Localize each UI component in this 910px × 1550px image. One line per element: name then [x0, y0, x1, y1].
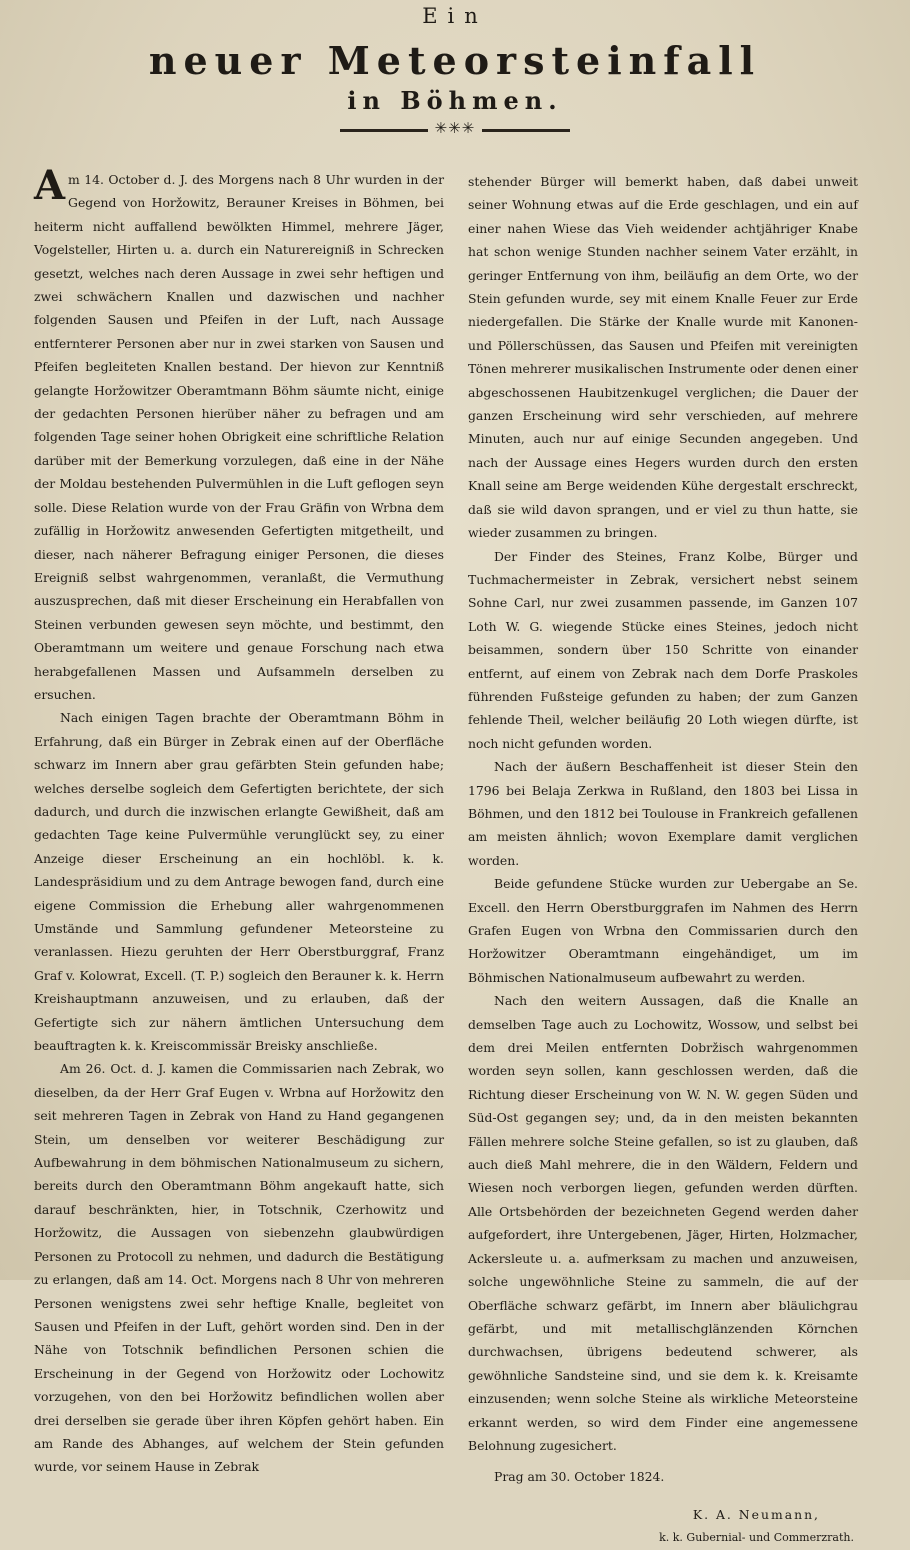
paragraph-6: Beide gefundene Stücke wurden zur Uebergabe an Se. Excell. den Herrn Oberstburggrafen im Nahmen des Herrn Grafen Eugen von Wrbna den Commissarien durch den Horžowitzer Oberamtmann eingehändiget, um im Böhmischen Nationalmuseum aufbewahrt zu werden. — [468, 876, 858, 985]
document-date: Prag am 30. October 1824. — [494, 1469, 665, 1485]
title-line-1: Ein — [422, 4, 488, 28]
drop-cap: A — [34, 162, 66, 209]
ornament-rule-left — [340, 129, 428, 132]
signature-name: K. A. Neumann, — [692, 1506, 820, 1522]
signature-block — [468, 1503, 858, 1550]
title-line-3: in Böhmen. — [347, 86, 563, 115]
paragraph-5: Nach der äußern Beschaffenheit ist dieser Stein den 1796 bei Belaja Zerkwa in Rußland, den 1803 bei Lissa in Böhmen, und den 1812 bei Toulouse in Frankreich gefallenen am meisten ähnlich; wovon Exemplare damit verglichen worden. — [468, 759, 858, 868]
title-ornament — [340, 120, 570, 140]
signature-title: k. k. Gubernial- und Commerzrath. — [659, 1531, 854, 1545]
paragraph-1-text: m 14. October d. J. des Morgens nach 8 Uhr wurden in der Gegend von Horžowitz, Berauner Kreises in Böhmen, bei heiterm nicht auffallend bewölkten Himmel, mehrere Jäger, Vogelsteller, Hirten u. a. durch ein Naturereigniß in Schrecken gesetzt, welches nach deren Aussage in zwei sehr heftigen und zwei schwächern Knallen und dazwischen und nachher folgenden Sausen und Pfeifen in der Luft, nach Aussage entfernterer Personen aber nur in zwei starken von Sausen und Pfeifen begleiteten Knallen bestand. Der hievon zur Kenntniß gelangte Horžowitzer Oberamtmann Böhm säumte nicht, einige der gedachten Personen hierüber näher zu befragen und am folgenden Tage seiner hohen Obrigkeit eine schriftliche Relation darüber mit der Bemerkung vorzulegen, daß eine in der Nähe der Moldau bestehenden Pulvermühlen in die Luft geflogen seyn solle. Diese Relation wurde von der Frau Gräfin von Wrbna dem zufällig in Horžowitz anwesenden Gefertigten mitgetheilt, und dieser, nach näherer Befragung einiger Personen, die dieses Ereigniß selbst wahrgenommen, veranlaßt, die Vermuthung auszusprechen, daß mit dieser Erscheinung ein Herabfallen von Steinen verbunden gewesen seyn möchte, und bestimmt, den Oberamtmann um weitere und genaue Forschung nach etwa herabgefallenen Massen und Aufsammeln derselben zu ersuchen. — [34, 172, 444, 702]
right-column — [468, 170, 858, 1545]
paragraph-2: Nach einigen Tagen brachte der Oberamtmann Böhm in Erfahrung, daß ein Bürger in Zebrak einen auf der Oberfläche schwarz im Innern aber grau gefärbten Stein gefunden habe; welches derselbe sogleich dem Gefertigten berichtete, der sich dadurch, und durch die inzwischen erlangte Gewißheit, daß am gedachten Tage keine Pulvermühle verunglückt sey, zu einer Anzeige dieser Erscheinung an ein hochlöbl. k. k. Landespräsidium und zu dem Antrage bewogen fand, durch eine eigene Commission die Erhebung aller wahrgenommenen Umstände und Sammlung gefundener Meteorsteine zu veranlassen. Hiezu geruhten der Herr Oberstburggraf, Franz Graf v. Kolowrat, Excell. (T. P.) sogleich den Berauner k. k. Herrn Kreishauptmann anzuweisen, und zu erlauben, daß der Gefertigte sich zur nähern ämtlichen Untersuchung dem beauftragten k. k. Kreiscommissär Breisky anschließe. — [34, 710, 444, 1054]
paragraph-7: Nach den weitern Aussagen, daß die Knalle an demselben Tage auch zu Lochowitz, Wossow, und selbst bei dem drei Meilen entfernten Dobržisch wahrgenommen worden seyn sollen, kann geschlossen werden, daß die Richtung dieser Erscheinung von W. N. W. gegen Süden und Süd-Ost gegangen sey; und, da in den meisten bekannten Fällen mehrere solche Steine gefallen, so ist zu glauben, daß auch dieß Mahl mehrere, die in den Wäldern, Feldern und Wiesen noch verborgen liegen, gefunden werden dürften. Alle Ortsbehörden der bezeichneten Gegend werden daher aufgefordert, ihre Untergebenen, Jäger, Hirten, Holzmacher, Ackersleute u. a. aufmerksam zu machen und anzuweisen, solche ungewöhnliche Steine zu sammeln, die auf der Oberfläche schwarz gefärbt, im Innern aber bläulichgrau gefärbt, und mit metallischglänzenden Körnchen durchwachsen, übrigens bedeutend schwerer, als gewöhnliche Sandsteine sind, und sie dem k. k. Kreisamte einzusenden; wenn solche Steine als wirkliche Meteorsteine erkannt werden, so wird dem Finder eine angemessene Belohnung zugesichert. — [468, 993, 858, 1453]
paragraph-3: Am 26. Oct. d. J. kamen die Commissarien nach Zebrak, wo dieselben, da der Herr Graf Eugen v. Wrbna auf Horžowitz den seit mehreren Tagen in Zebrak von Hand zu Hand gegangenen Stein, um denselben vor weiterer Beschädigung zur Aufbewahrung in dem böhmischen Nationalmuseum zu sichern, bereits durch den Oberamtmann Böhm angekauft hatte, sich darauf beschränkten, hier, in Totschnik, Czerhowitz und Horžowitz, die Aussagen von siebenzehn glaubwürdigen Personen zu Protocoll zu nehmen, und dadurch die Bestätigung zu erlangen, daß am 14. Oct. Morgens nach 8 Uhr von mehreren Personen wenigstens zwei sehr heftige Knalle, begleitet von Sausen und Pfeifen in der Luft, gehört worden sind. Den in der Nähe von Totschnik befindlichen Personen schien die Erscheinung in der Gegend von Horžowitz oder Lochowitz vorzugehen, von den bei Horžowitz befindlichen wollen aber drei derselben sie gerade über ihren Köpfen gehört haben. Ein am Rande des Abhanges, auf welchem der Stein gefunden wurde, vor seinem Hause in Zebrak — [34, 1061, 444, 1475]
paragraph-3-continued: stehender Bürger will bemerkt haben, daß dabei unweit seiner Wohnung etwas auf die Erde geschlagen, und ein auf einer nahen Wiese das Vieh weidender achtjähriger Knabe hat schon wenige Stunden nachher seinem Vater erzählt, in geringer Entfernung von ihm, beiläufig an dem Orte, wo der Stein gefunden wurde, sey mit einem Knalle Feuer zur Erde niedergefallen. Die Stärke der Knalle wurde mit Kanonen- und Pöllerschüssen, das Sausen und Pfeifen mit vereinigten Tönen mehrerer musikalischen Instrumente oder denen einer abgeschossenen Haubitzenkugel verglichen; die Dauer der ganzen Erscheinung wird sehr verschieden, auf mehrere Minuten, auch nur auf einige Secunden angegeben. Und nach der Aussage eines Hegers wurden durch den ersten Knall seine am Berge weidenden Kühe dergestalt erschreckt, daß sie wild davon sprangen, und er viel zu thun hatte, sie wieder zusammen zu bringen. — [468, 174, 858, 541]
paragraph-4: Der Finder des Steines, Franz Kolbe, Bürger und Tuchmachermeister in Zebrak, versichert nebst seinem Sohne Carl, nur zwei zusammen passende, im Ganzen 107 Loth W. G. wiegende Stücke eines Steines, jedoch nicht beisammen, sondern über 150 Schritte von einander entfernt, auf einem von Zebrak nach dem Dorfe Praskoles führenden Fußsteige gefunden zu haben; der zum Ganzen fehlende Theil, welcher beiläufig 20 Loth wiegen dürfte, ist noch nicht gefunden worden. — [468, 548, 858, 751]
ornament-stars-icon: ✳✳✳ — [434, 119, 476, 137]
paragraph-1 — [34, 162, 444, 706]
ornament-rule-right — [482, 129, 570, 132]
left-column — [34, 162, 444, 1475]
page-title: neuer Meteorsteinfall — [148, 38, 762, 83]
